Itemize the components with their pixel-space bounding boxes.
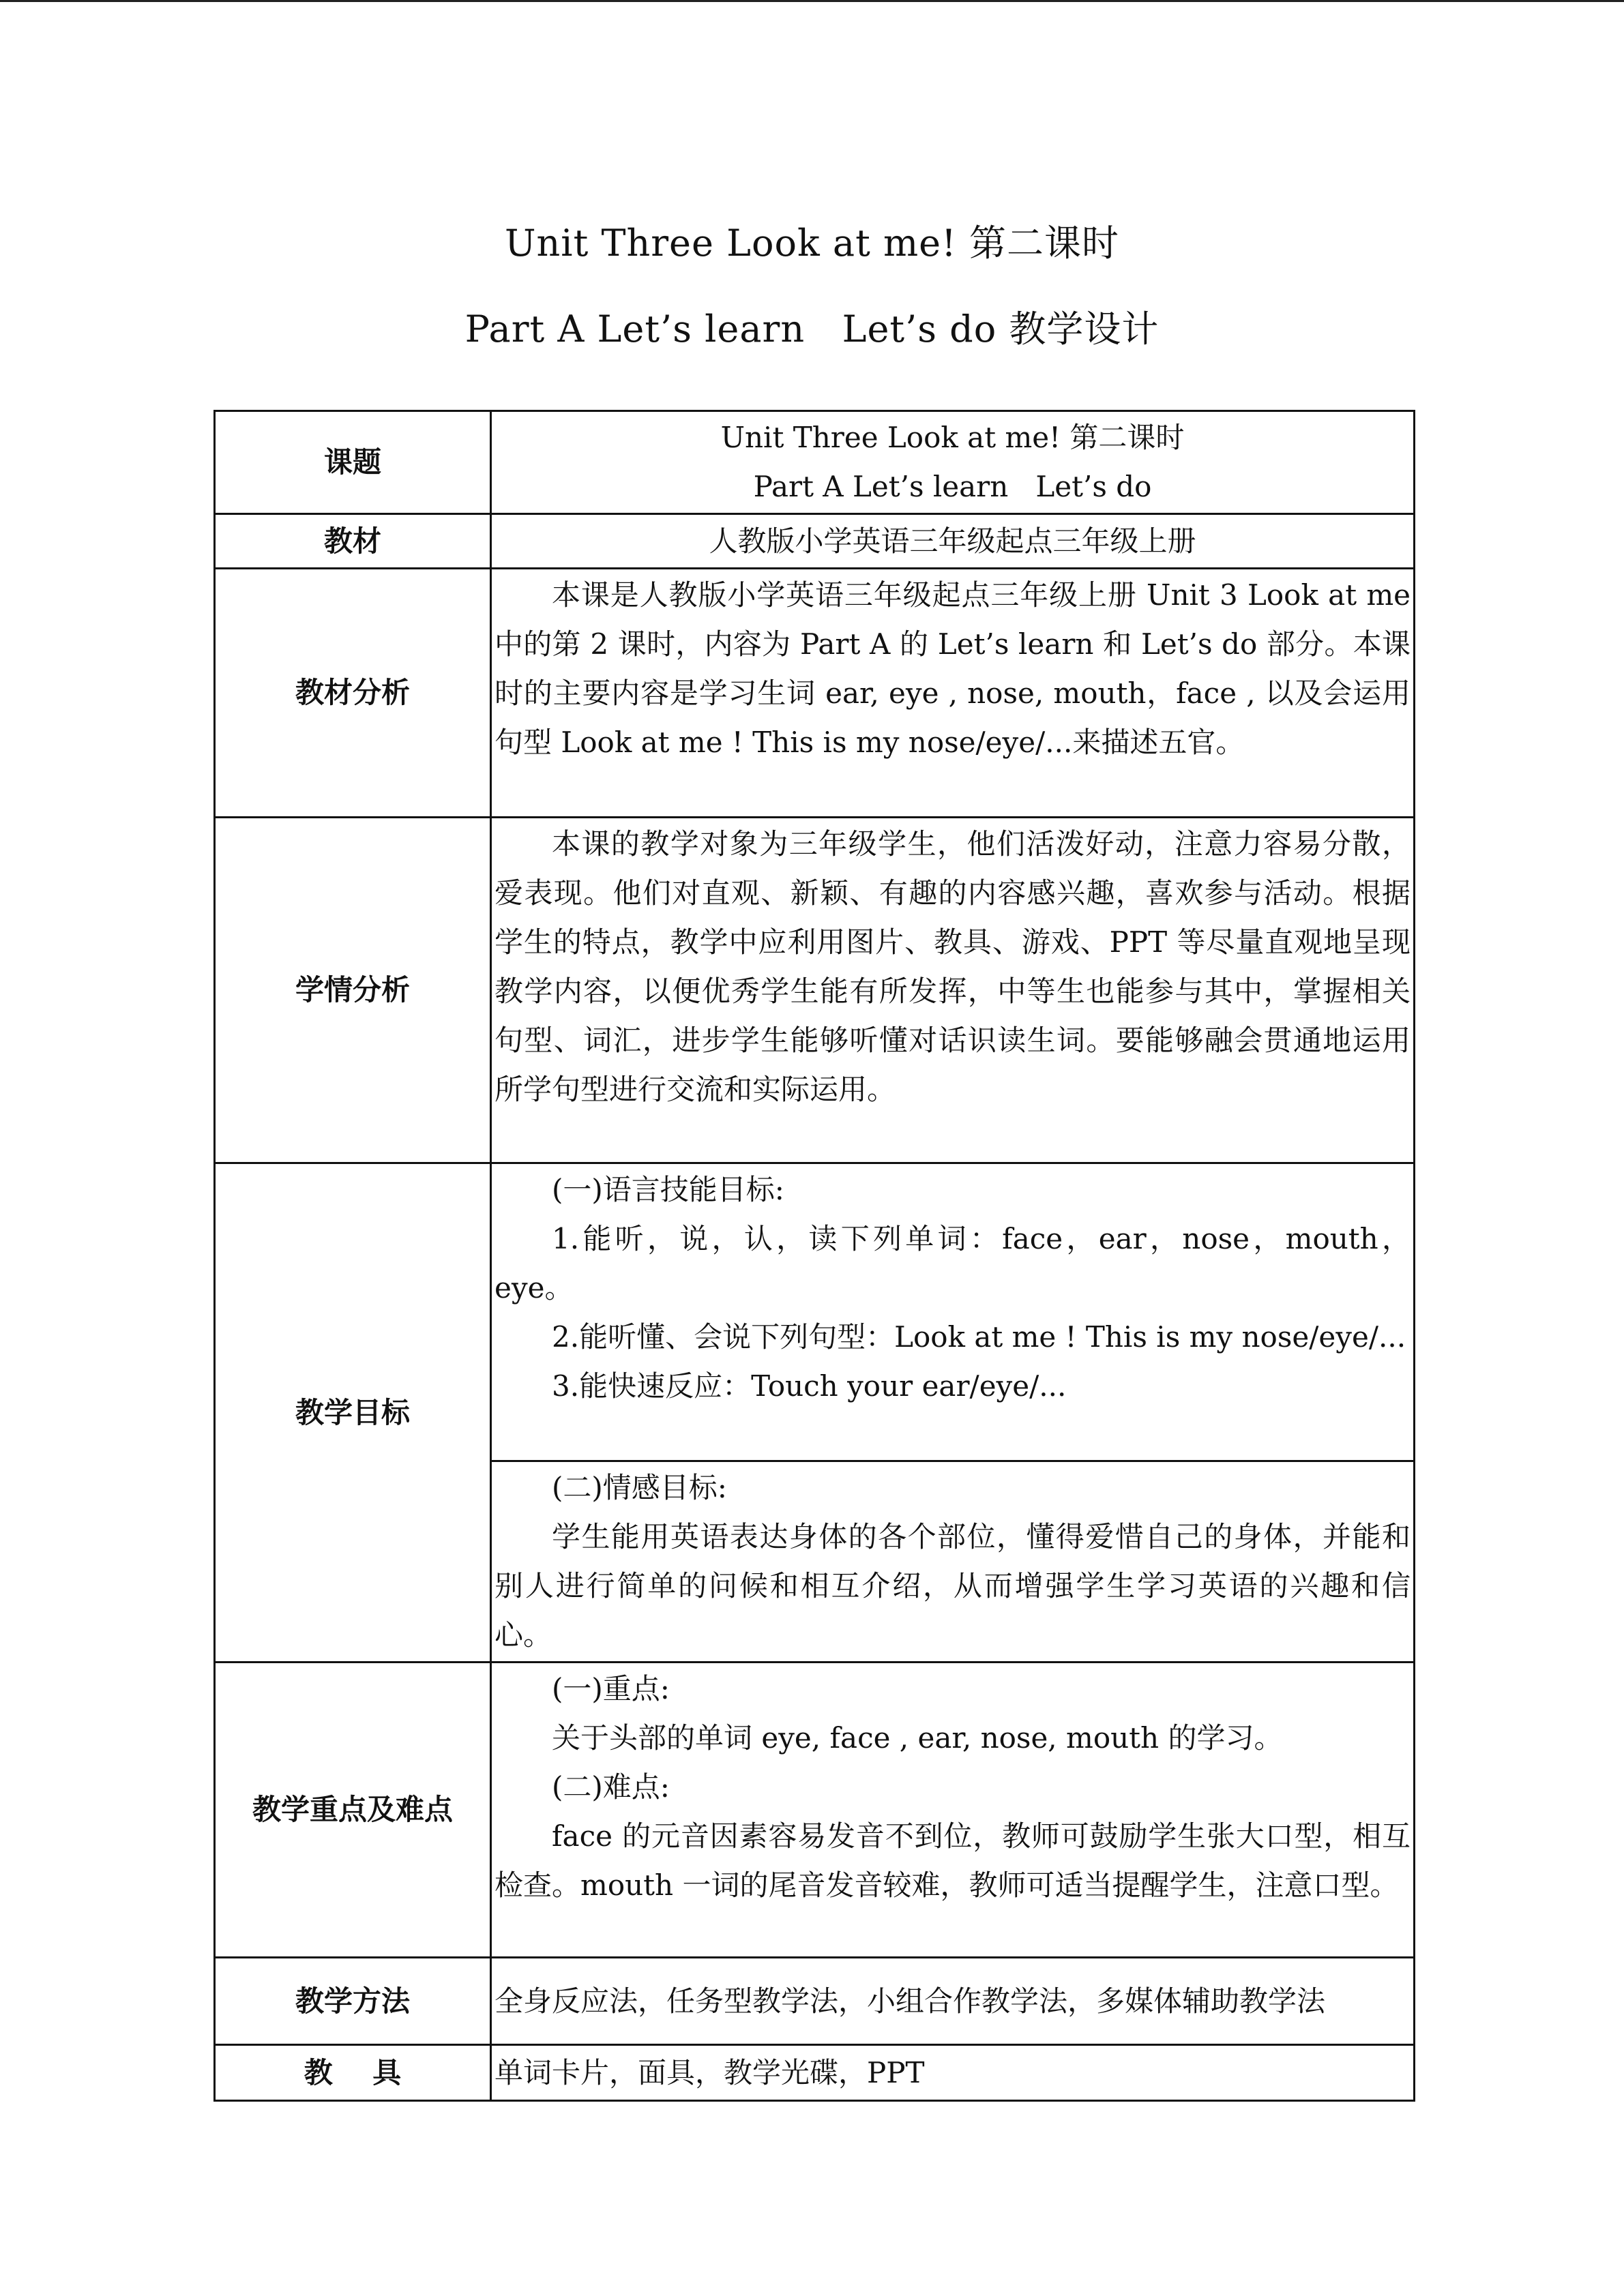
row-content-aids xyxy=(491,2045,1415,2101)
table-row-material-analysis xyxy=(215,569,1415,818)
row-label-topic: 课题 xyxy=(215,411,491,514)
table-row-aids xyxy=(215,2045,1415,2101)
difficult-heading: (二)难点: xyxy=(552,1770,670,1804)
emotion-heading: (二)情感目标: xyxy=(552,1471,727,1504)
row-label-aids: 教 具 xyxy=(215,2045,491,2101)
table-row-material xyxy=(215,514,1415,569)
row-content-methods xyxy=(491,1958,1415,2045)
row-label-methods: 教学方法 xyxy=(215,1958,491,2045)
lesson-plan-table xyxy=(213,410,1415,2102)
row-content-key-points xyxy=(491,1663,1415,1958)
row-content-material-analysis xyxy=(491,569,1415,818)
material-analysis-text: 本课是人教版小学英语三年级起点三年级上册 Unit 3 Look at me 中的第 2 课时，内容为 Part A 的 Let’s learn 和 Let’s do 部分。本课时的主要内容是学习生词 ear, eye , nose, mouth，face , 以及会运用句型 Look at me ! This is my nose/eye/...来描述五官。 xyxy=(494,578,1411,759)
document-title-line-1: Unit Three Look at me! 第二课时 xyxy=(505,222,1119,265)
skill-item-3: 3.能快速反应：Touch your ear/eye/... xyxy=(552,1369,1067,1403)
aids-text: 单词卡片，面具，教学光碟，PPT xyxy=(494,2055,925,2089)
student-analysis-text: 本课的教学对象为三年级学生，他们活泼好动，注意力容易分散，爱表现。他们对直观、新颖、有趣的内容感兴趣，喜欢参与活动。根据学生的特点，教学中应利用图片、教具、游戏、PPT 等尽量直观地呈现教学内容，以便优秀学生能有所发挥，中等生也能参与其中，掌握相关句型、词汇，进步学生能够听懂对话识读生词。要能够融会贯通地运用所学句型进行交流和实际运用。 xyxy=(494,827,1411,1106)
row-content-topic xyxy=(491,411,1415,514)
page-top-border xyxy=(0,0,1624,2)
difficult-text: face 的元音因素容易发音不到位，教师可鼓励学生张大口型，相互检查。mouth 一词的尾音发音较难，教师可适当提醒学生，注意口型。 xyxy=(494,1819,1411,1902)
emotion-text: 学生能用英语表达身体的各个部位，懂得爱惜自己的身体，并能和别人进行简单的问候和相互介绍，从而增强学生学习英语的兴趣和信心。 xyxy=(494,1520,1411,1652)
row-label-objectives: 教学目标 xyxy=(215,1163,491,1663)
row-content-student-analysis xyxy=(491,818,1415,1163)
table-row-objectives-skills xyxy=(215,1163,1415,1461)
row-label-key-points: 教学重点及难点 xyxy=(215,1663,491,1958)
key-text: 关于头部的单词 eye, face , ear, nose, mouth 的学习。 xyxy=(552,1721,1283,1755)
row-label-material: 教材 xyxy=(215,514,491,569)
skill-item-2: 2.能听懂、会说下列句型：Look at me ! This is my nose/eye/... xyxy=(552,1320,1406,1354)
document-title-line-2: Part A Let’s learn Let’s do 教学设计 xyxy=(464,308,1160,351)
skills-heading: (一)语言技能目标: xyxy=(552,1173,784,1206)
topic-line-2: Part A Let’s learn Let’s do xyxy=(753,470,1152,503)
row-label-material-analysis: 教材分析 xyxy=(215,569,491,818)
row-content-objectives-emotion xyxy=(491,1461,1415,1663)
row-label-student-analysis: 学情分析 xyxy=(215,818,491,1163)
topic-line-1: Unit Three Look at me! 第二课时 xyxy=(720,421,1185,454)
table-row-topic xyxy=(215,411,1415,514)
methods-text: 全身反应法，任务型教学法，小组合作教学法，多媒体辅助教学法 xyxy=(494,1984,1326,2018)
table-row-methods xyxy=(215,1958,1415,2045)
row-content-material: 人教版小学英语三年级起点三年级上册 xyxy=(491,514,1415,569)
row-content-objectives-skills xyxy=(491,1163,1415,1461)
table-row-key-points xyxy=(215,1663,1415,1958)
key-heading: (一)重点: xyxy=(552,1672,670,1705)
skill-item-1: 1.能听，说，认，读下列单词：face，ear，nose，mouth，eye。 xyxy=(494,1222,1411,1304)
table-row-student-analysis xyxy=(215,818,1415,1163)
